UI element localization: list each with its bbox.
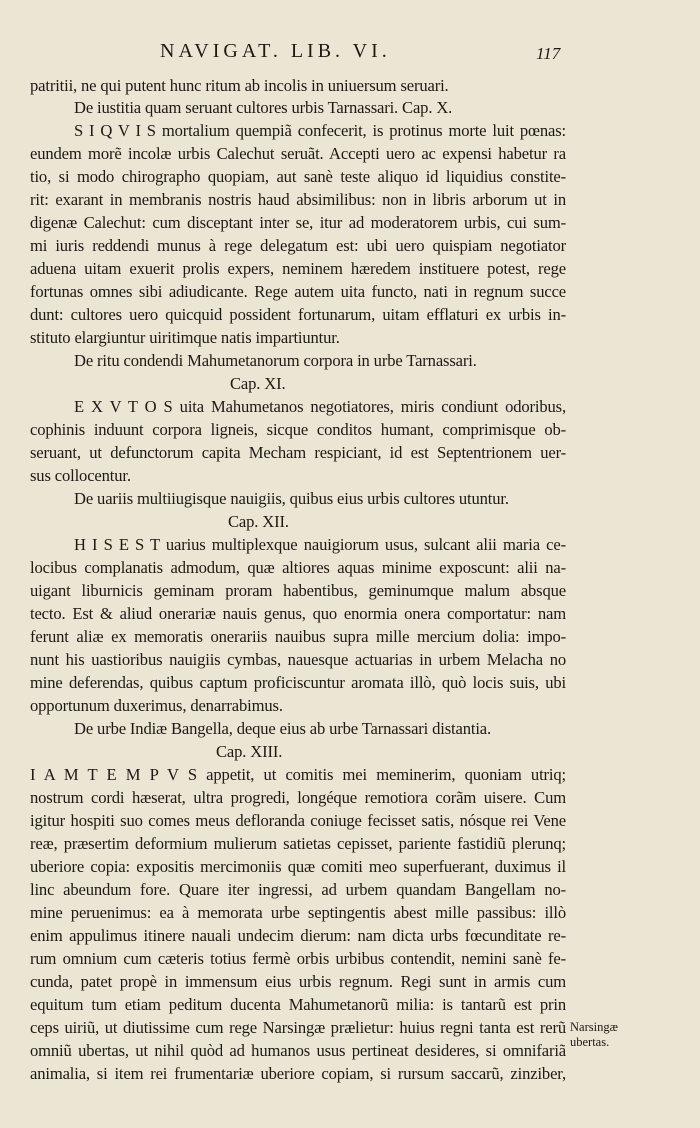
chapter-label: Cap. XIII. [216,742,283,761]
section-heading: De urbe Indiæ Bangella, deque eius ab urbe Tarnassari distantia. [74,719,492,738]
text-line: tio, si modo chirographo quopiam, aut sanè teste aliquo id liquidius constite- [30,167,566,186]
text-line: H I S E S T uarius multiplexque nauigiorum usus, sulcant alii maria ce- [74,535,566,554]
page-number: 117 [536,44,561,63]
text-line: animalia, si item rei frumentariæ uberiore copiam, si rursum saccarũ, zinziber, [30,1064,566,1083]
text-line: cophinis induunt corpora ligneis, sicque conditos humant, comprimisque ob- [30,420,566,439]
text-line: equitum tum etiam peditum ducenta Mahumetanorũ milia: is tantarũ est prin [30,995,566,1014]
text-line: E X V T O S uita Mahumetanos negotiatores, miris condiunt odoribus, [74,397,566,416]
text-line: sus collocentur. [30,466,131,485]
text-line: stituto elargiuntur uiritimque natis impartiuntur. [30,328,340,347]
text-line: uigant liburnicis geminam proram habentibus, geminumque malum absque [30,581,566,600]
text-line: eundem morẽ incolæ urbis Calechut seruãt. Accepti uero ac expensi habetur ra [30,144,566,163]
text-line: enim appulimus itinere nauali undecim dierum: nam dicta urbs fœcunditate re- [30,926,566,945]
margin-note [570,1020,628,1050]
text-line: digenæ Calechut: cum disceptant inter se, itur ad moderatorem urbis, cui sum- [30,213,566,232]
section-heading: De ritu condendi Mahumetanorum corpora in urbe Tarnassari. [74,351,477,370]
text-line: mine deferendas, quibus captum proficiscuntur aromata illò, quò locis suis, ubi [30,673,566,692]
text-line: cunda, patet propè in immensum eius urbis regnum. Regi sunt in armis cum [30,972,566,991]
text-line: uberiore copia: expositis mercimoniis quæ comiti meo superfuerant, duximus il [30,857,566,876]
text-line: S I Q V I S mortalium quempiã confecerit, is protinus morte luit pœnas: [74,121,566,140]
text-line: nunt his uastioribus nauigiis cymbas, nauesque actuarias in urbem Melacha no [30,650,566,669]
text-line: mine peruenimus: ea à memorata urbe septingentis abest mille passibus: illò [30,903,566,922]
text-line: rit: exarant in membranis nostris haud absimilibus: non in libris arborum ut in [30,190,566,209]
text-line: tecto. Est & aliud onerariæ nauis genus, quo enormia onera comportatur: nam [30,604,566,623]
margin-note-line: Narsingæ [570,1020,618,1034]
text-line: reæ, præsertim deformium mulierum satietas cepisset, pariente fastidiũ plerunq; [30,834,566,853]
text-line: aduena uitam exuerit prolis expers, neminem hæredem instituere potest, rege [30,259,566,278]
text-line: I A M T E M P V S appetit, ut comitis mei meminerim, quoniam utriq; [30,765,566,784]
text-line: omniũ ubertas, ut nihil quòd ad humanos usus pertineat desideres, si omnifariã [30,1041,566,1060]
text-line: mi iuris reddendi munus à rege delegatum est: ubi uero quispiam negotiator [30,236,566,255]
chapter-label: Cap. XII. [228,512,289,531]
text-line: nostrum cordi hæserat, ultra progredi, longéque remotiora corãm uisere. Cum [30,788,566,807]
section-heading: De uariis multiiugisque nauigiis, quibus eius urbis cultores utuntur. [74,489,509,508]
text-line: linc abeundum fore. Quare iter ingressi, ad urbem quandam Bangellam no- [30,880,566,899]
text-line: fortunas omnes sibi adiudicante. Rege autem uita functo, nati in regnum succe [30,282,566,301]
text-line: ceps uiriũ, ut diutissime cum rege Narsingæ prælietur: huius regni tanta est rerũ [30,1018,566,1037]
section-heading: De iustitia quam seruant cultores urbis Tarnassari. Cap. X. [74,98,453,117]
chapter-label: Cap. XI. [230,374,286,393]
text-line: seruant, ut defunctorum capita Mecham respiciant, id est Septentrionem uer- [30,443,566,462]
text-line: rum omnium cum cæteris totius fermè orbis urbibus contendit, nemini sanè fe- [30,949,566,968]
margin-note-line: ubertas. [570,1035,610,1049]
running-head: NAVIGAT. LIB. VI. [160,40,391,62]
text-line: opportunum duxerimus, denarrabimus. [30,696,283,715]
text-line: ferunt aliæ ex memoratis onerariis nauibus supra mille mercium dolia: impo- [30,627,566,646]
text-line: patritii, ne qui putent hunc ritum ab incolis in uniuersum seruari. [30,76,449,95]
text-line: locibus complanatis admodum, quæ altiores aquas minime exposcunt: alii na- [30,558,566,577]
text-line: igitur hospiti suo comes meus defloranda coniuge fecisset satis, nósque rei Vene [30,811,566,830]
text-line: dunt: cultores uero quicquid possident fortunarum, uitam efflaturi ex urbis in- [30,305,566,324]
